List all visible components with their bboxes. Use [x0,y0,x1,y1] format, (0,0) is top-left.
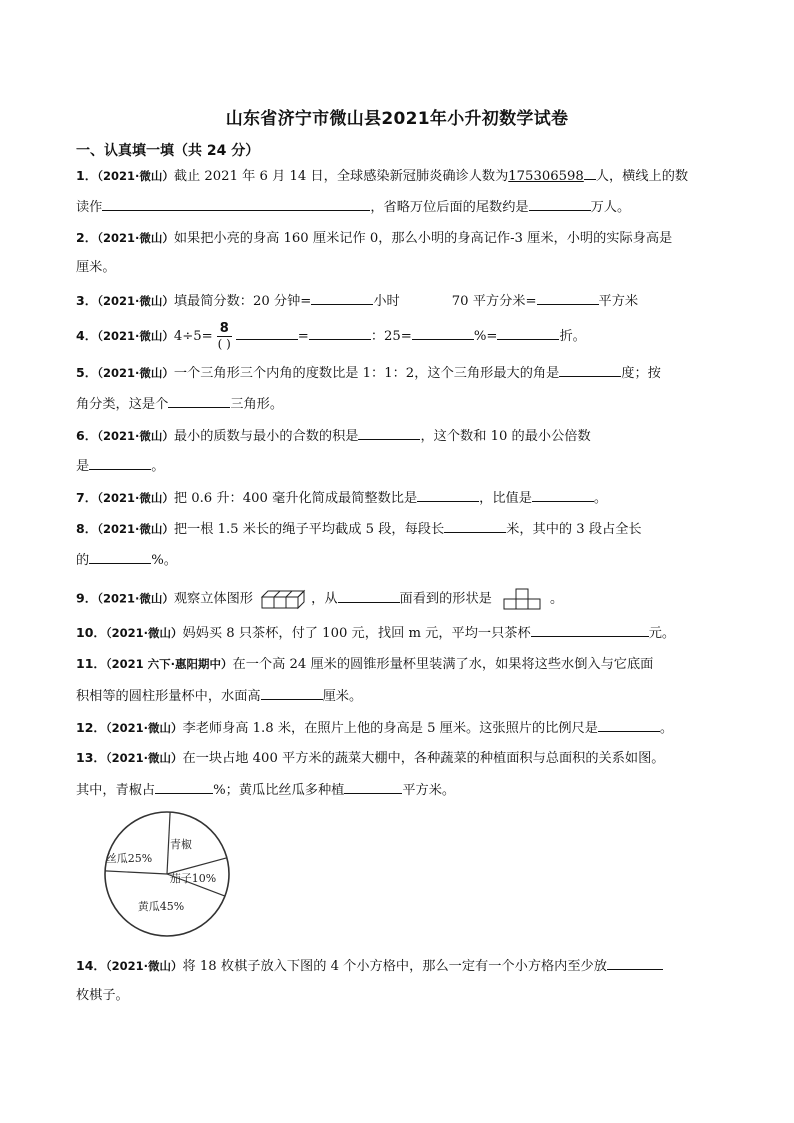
question-text: 截止 2021 年 6 月 14 日，全球感染新冠肺炎确诊人数为 [173,169,509,184]
question-text: 如果把小亮的身高 160 厘米记作 0，那么小明的身高记作-3 厘米，小明的实际身高是 [173,231,673,246]
answer-blank[interactable] [102,196,370,211]
answer-blank[interactable] [261,685,323,700]
question-text: 万人。 [590,200,631,215]
question-text: 面看到的形状是 [399,591,492,607]
question-text: 观察立体图形 [173,591,253,607]
question-5-line-1 [76,362,661,384]
question-text: 把 0.6 升：400 毫升化简成最简整数比是 [173,491,418,506]
question-number: 13． [76,750,106,765]
answer-blank[interactable] [584,165,596,180]
question-number: 4． [76,328,98,343]
question-text: 米，其中的 3 段占全长 [506,522,642,537]
question-text: 小时 [373,294,400,309]
question-source: （2021·微山） [97,366,174,380]
question-text: 在一个高 24 厘米的圆锥形量杯里装满了水，如果将这些水倒入与它底面 [232,657,654,672]
question-text: 最小的质数与最小的合数的积是 [173,429,359,444]
question-text: 70 平方分米= [451,294,537,309]
answer-blank[interactable] [236,325,298,340]
answer-blank[interactable] [311,290,373,305]
question-11-line-1 [76,654,653,675]
answer-blank[interactable] [168,393,230,408]
question-text: 一个三角形三个内角的度数比是 1：1：2，这个三角形最大的角是 [173,366,560,381]
answer-blank[interactable] [497,325,559,340]
question-text: 。 [593,491,608,506]
question-text: 4÷5= [173,329,213,344]
answer-blank[interactable] [598,717,660,732]
question-text: ：25= [370,329,412,344]
question-text: 元。 [648,626,676,641]
question-source: （2021·微山） [105,721,183,735]
answer-blank[interactable] [89,455,151,470]
question-source: （2021 六下·惠阳期中） [105,657,233,671]
fraction-numerator: 8 [217,322,232,337]
question-text: 积相等的圆柱形量杯中，水面高 [76,689,261,704]
question-text: 填最简分数：20 分钟= [173,294,312,309]
question-number: 5． [76,365,98,380]
question-text: 平方米。 [402,783,456,798]
question-text: 李老师身高 1.8 米，在照片上他的身高是 5 厘米。这张照片的比例尺是 [182,721,598,736]
answer-blank[interactable] [155,779,213,794]
answer-blank[interactable] [344,779,402,794]
question-text: 。 [550,591,564,607]
question-number: 14． [76,958,106,973]
answer-blank[interactable] [607,955,663,970]
question-text: 厘米。 [76,260,116,275]
question-text: 是 [76,459,90,474]
question-13-line-1 [76,748,664,769]
question-text: ，省略万位后面的尾数约是 [370,200,529,215]
question-text: 把一根 1.5 米长的绳子平均截成 5 段，每段长 [173,522,445,537]
question-12 [76,717,673,739]
question-number: 9． [76,590,98,606]
question-source: （2021·微山） [97,329,174,343]
page-title: 山东省济宁市微山县2021年小升初数学试卷 [225,109,569,129]
question-4 [76,322,586,351]
question-text: %；黄瓜比丝瓜多种植 [213,783,345,798]
question-number: 6． [76,428,98,443]
question-7 [76,487,607,509]
question-text: 将 18 枚棋子放入下图的 4 个小方格中，那么一定有一个小方格内至少放 [182,959,607,974]
question-source: （2021·微山） [97,591,174,606]
question-number: 7． [76,490,98,505]
pie-slice-label: 丝瓜25% [105,852,153,865]
question-text: 。 [659,721,674,736]
answer-blank[interactable] [358,425,420,440]
question-10 [76,622,675,644]
question-number: 11． [76,656,106,671]
answer-blank[interactable] [531,622,649,637]
section-heading: 一、认真填一填（共 24 分） [76,143,260,159]
answer-blank[interactable] [532,487,594,502]
question-number: 8． [76,521,98,536]
answer-blank[interactable] [559,362,621,377]
question-source: （2021·微山） [97,429,174,443]
question-source: （2021·微山） [105,751,183,765]
answer-blank[interactable] [537,290,599,305]
question-text: 厘米。 [322,689,363,704]
question-text: 角分类，这是个 [76,397,169,412]
question-text: ，这个数和 10 的最小公倍数 [420,429,591,444]
question-source: （2021·微山） [105,626,183,640]
pie-slice-label: 黄瓜45% [137,900,185,913]
question-3 [76,290,638,312]
question-11-line-2 [76,685,362,707]
question-text: %。 [151,553,177,568]
question-text: ，比值是 [479,491,532,506]
question-8-line-1 [76,518,642,540]
question-text: 度；按 [621,366,661,381]
question-5-line-2 [76,393,283,415]
question-source: （2021·微山） [97,169,174,183]
underlined-number: 175306598 [508,169,584,184]
question-text: 。 [151,459,165,474]
solid-figure-icon [260,587,308,611]
question-text: 妈妈买 8 只茶杯，付了 100 元，找回 m 元，平均一只茶杯 [182,626,531,641]
question-number: 10． [76,625,106,640]
question-source: （2021·微山） [105,959,183,973]
vegetable-pie-chart [97,806,237,946]
question-text: 人，横线上的数 [595,169,689,184]
pie-slice-label: 青椒 [170,838,192,851]
question-6-line-2 [76,455,164,477]
view-shape-icon [502,587,544,611]
question-text: 平方米 [598,294,639,309]
answer-blank[interactable] [338,588,400,603]
question-text: 读作 [76,200,103,215]
question-8-line-2 [76,549,177,571]
pie-slice-label: 茄子10% [169,872,217,885]
question-source: （2021·微山） [97,491,174,505]
question-13-line-2 [76,779,455,801]
answer-blank[interactable] [417,487,479,502]
question-text: 的 [76,553,90,568]
question-1-line-2 [76,196,630,218]
question-9 [76,587,563,611]
question-source: （2021·微山） [97,231,174,245]
answer-blank[interactable] [529,196,591,211]
question-1-line-1 [76,165,688,187]
question-14-line-2 [76,986,129,1006]
question-number: 3． [76,293,98,308]
answer-blank[interactable] [309,325,371,340]
question-14-line-1 [76,955,663,977]
question-text: 枚棋子。 [76,988,129,1003]
question-number: 12． [76,720,106,735]
answer-blank[interactable] [444,518,506,533]
question-text: 折。 [559,329,586,344]
question-text: %= [473,329,498,344]
question-number: 1． [76,168,98,183]
answer-blank[interactable] [412,325,474,340]
question-text: 三角形。 [230,397,284,412]
question-text: = [297,329,309,344]
question-6-line-1 [76,425,591,447]
question-source: （2021·微山） [97,294,174,308]
question-2-line-1 [76,228,672,249]
question-source: （2021·微山） [97,522,174,536]
answer-blank[interactable] [89,549,151,564]
fraction-denominator-blank[interactable]: ( ) [217,337,231,351]
question-text: 在一块占地 400 平方米的蔬菜大棚中，各种蔬菜的种植面积与总面积的关系如图。 [182,751,665,766]
question-number: 2． [76,230,98,245]
question-text: 其中，青椒占 [76,783,156,798]
question-2-line-2 [76,258,116,278]
fraction [217,322,232,351]
question-text: ，从 [311,591,338,607]
